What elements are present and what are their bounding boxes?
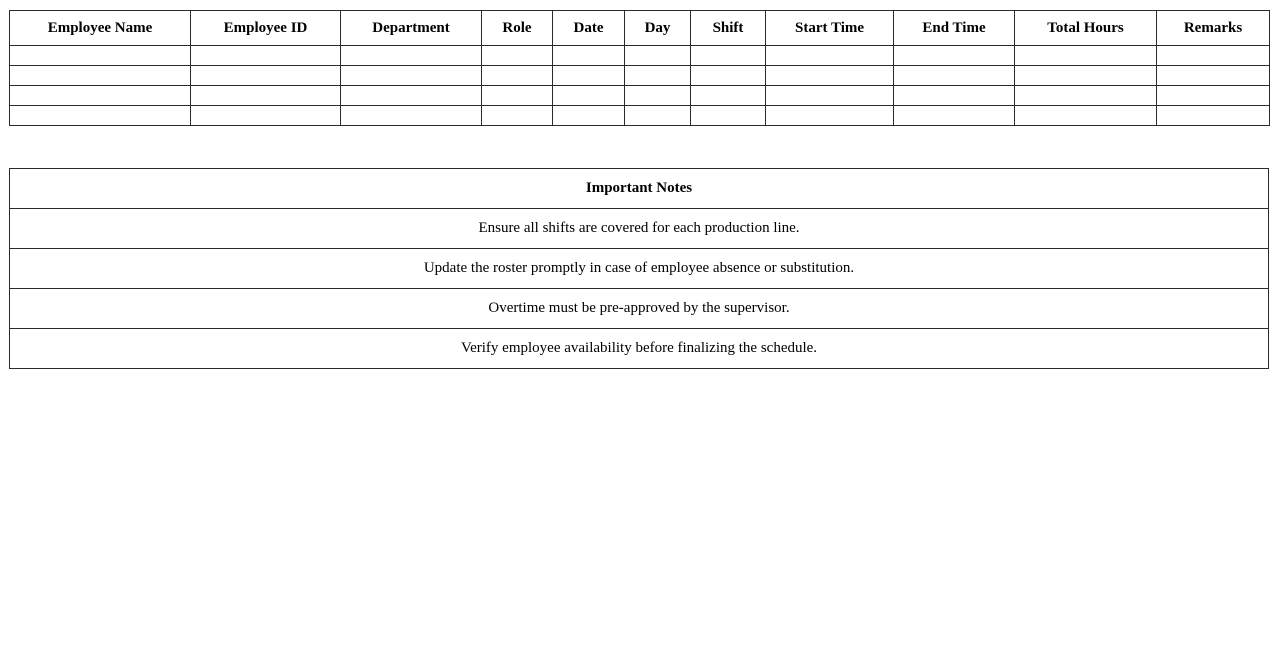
cell-start-time[interactable] [766,66,894,86]
cell-total-hours[interactable] [1015,86,1157,106]
table-row [10,66,1270,86]
employee-roster-table [9,10,1270,126]
list-item [10,289,1269,329]
cell-total-hours[interactable] [1015,46,1157,66]
cell-end-time[interactable] [894,46,1015,66]
list-item [10,329,1269,369]
column-header-remarks: Remarks [1157,11,1270,46]
cell-day[interactable] [625,46,691,66]
cell-end-time[interactable] [894,86,1015,106]
cell-start-time[interactable] [766,106,894,126]
cell-end-time[interactable] [894,66,1015,86]
cell-remarks[interactable] [1157,106,1270,126]
important-note-4: Verify employee availability before finalizing the schedule. [10,329,1269,369]
important-note-3: Overtime must be pre-approved by the supervisor. [10,289,1269,329]
cell-start-time[interactable] [766,46,894,66]
roster-body [10,46,1270,126]
cell-shift[interactable] [691,66,766,86]
cell-employee-name[interactable] [10,66,191,86]
column-header-start-time: Start Time [766,11,894,46]
column-header-total-hours: Total Hours [1015,11,1157,46]
important-note-1: Ensure all shifts are covered for each production line. [10,209,1269,249]
cell-employee-id[interactable] [191,66,341,86]
cell-department[interactable] [341,66,482,86]
cell-remarks[interactable] [1157,66,1270,86]
cell-date[interactable] [553,66,625,86]
list-item [10,209,1269,249]
cell-department[interactable] [341,86,482,106]
cell-employee-name[interactable] [10,106,191,126]
column-header-day: Day [625,11,691,46]
cell-shift[interactable] [691,106,766,126]
cell-department[interactable] [341,46,482,66]
cell-shift[interactable] [691,86,766,106]
important-note-2: Update the roster promptly in case of employee absence or substitution. [10,249,1269,289]
list-item [10,249,1269,289]
roster-header-row [10,11,1270,46]
column-header-employee-name: Employee Name [10,11,191,46]
cell-department[interactable] [341,106,482,126]
column-header-employee-id: Employee ID [191,11,341,46]
important-notes-title: Important Notes [10,169,1269,209]
column-header-shift: Shift [691,11,766,46]
cell-role[interactable] [482,66,553,86]
notes-title-row [10,169,1269,209]
cell-total-hours[interactable] [1015,66,1157,86]
cell-date[interactable] [553,106,625,126]
table-row [10,106,1270,126]
table-row [10,46,1270,66]
cell-employee-id[interactable] [191,86,341,106]
column-header-role: Role [482,11,553,46]
cell-shift[interactable] [691,46,766,66]
important-notes-container [9,168,1269,369]
cell-date[interactable] [553,46,625,66]
cell-employee-id[interactable] [191,106,341,126]
cell-day[interactable] [625,66,691,86]
cell-role[interactable] [482,46,553,66]
cell-employee-name[interactable] [10,46,191,66]
column-header-end-time: End Time [894,11,1015,46]
roster-header [10,11,1270,46]
column-header-department: Department [341,11,482,46]
important-notes-table [9,168,1269,369]
column-header-date: Date [553,11,625,46]
employee-roster-table-container [9,10,1269,126]
cell-day[interactable] [625,106,691,126]
table-row [10,86,1270,106]
cell-day[interactable] [625,86,691,106]
cell-total-hours[interactable] [1015,106,1157,126]
cell-remarks[interactable] [1157,86,1270,106]
cell-employee-name[interactable] [10,86,191,106]
cell-role[interactable] [482,106,553,126]
cell-remarks[interactable] [1157,46,1270,66]
cell-role[interactable] [482,86,553,106]
cell-end-time[interactable] [894,106,1015,126]
cell-date[interactable] [553,86,625,106]
cell-start-time[interactable] [766,86,894,106]
cell-employee-id[interactable] [191,46,341,66]
